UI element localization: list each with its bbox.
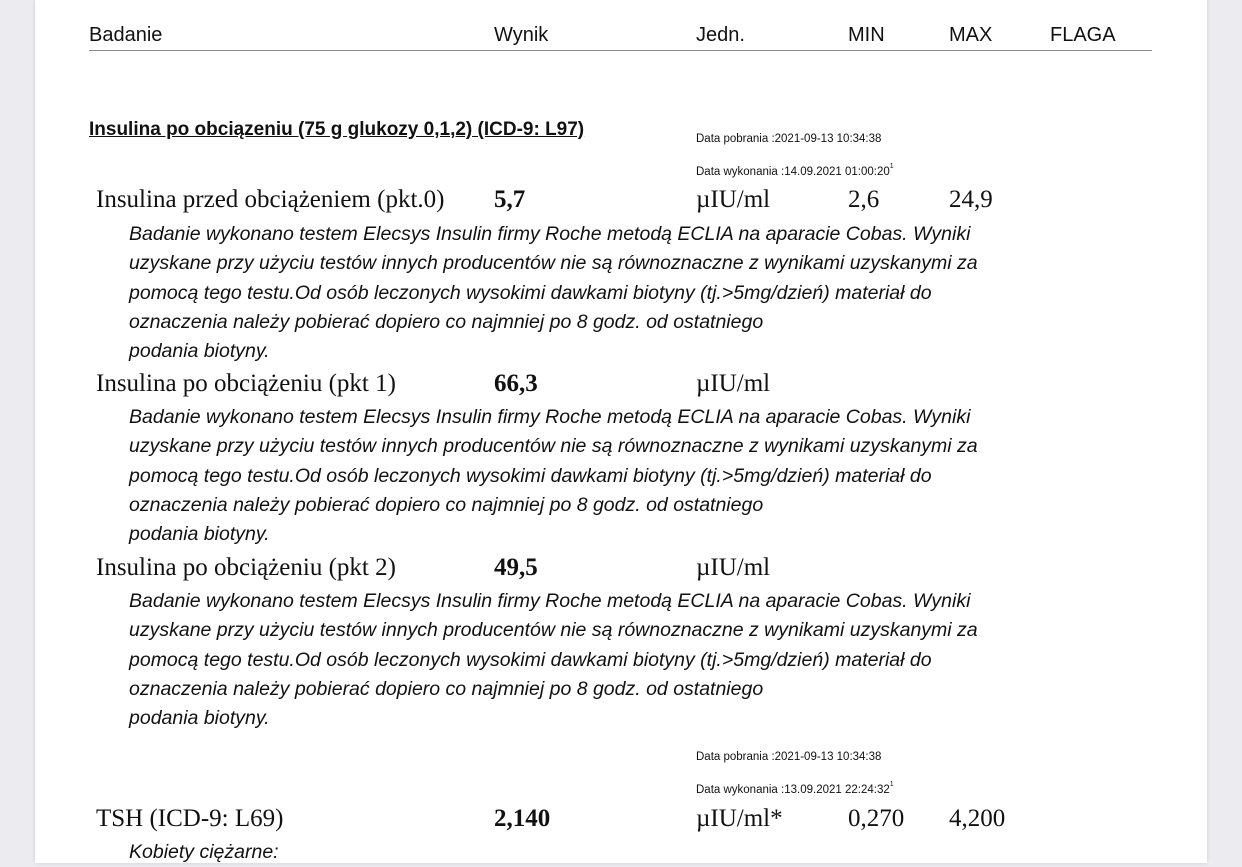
result-note	[129, 587, 1129, 733]
column-header-wynik: Wynik	[494, 24, 549, 46]
note-line: uzyskane przy użyciu testów innych producentów nie są równoznaczne z wynikami uzyskanymi za	[129, 252, 978, 275]
column-header-max: MAX	[949, 24, 993, 46]
column-header-jedn: Jedn.	[696, 24, 745, 46]
note-line: Badanie wykonano testem Elecsys Insulin firmy Roche metodą ECLIA na aparacie Cobas. Wyniki	[129, 223, 971, 245]
note-line: pomocą tego testu.Od osób leczonych wysokimi dawkami biotyny (tj.>5mg/dzień) materiał do	[129, 648, 932, 671]
result-note	[129, 220, 1129, 366]
result-name: Insulina przed obciążeniem (pkt.0)	[96, 186, 445, 213]
result-max: 4,200	[949, 805, 1006, 832]
footnote-marker: 1	[889, 781, 894, 788]
result-unit: µIU/ml*	[696, 805, 783, 832]
note-line: oznaczenia należy pobierać dopiero co najmniej po 8 godz. od ostatniego	[129, 677, 764, 700]
result-min: 0,270	[848, 805, 905, 832]
footnote-marker: 1	[889, 163, 894, 170]
result-name: Insulina po obciążeniu (pkt 1)	[96, 370, 396, 397]
result-unit: µIU/ml	[696, 370, 771, 397]
column-header-min: MIN	[848, 24, 885, 46]
result-unit: µIU/ml	[696, 554, 771, 581]
result-value: 2,140	[494, 805, 551, 832]
result-value: 5,7	[494, 186, 526, 213]
note-line: oznaczenia należy pobierać dopiero co najmniej po 8 godz. od ostatniego	[129, 493, 764, 516]
note-line: pomocą tego testu.Od osób leczonych wysokimi dawkami biotyny (tj.>5mg/dzień) materiał do	[129, 464, 932, 487]
note-line: uzyskane przy użyciu testów innych producentów nie są równoznaczne z wynikami uzyskanymi za	[129, 619, 978, 642]
result-value: 49,5	[494, 554, 538, 581]
collection-date: Data pobrania :2021-09-13 10:34:38	[696, 133, 882, 145]
note-line: podania biotyny.	[129, 340, 270, 363]
result-unit: µIU/ml	[696, 186, 771, 213]
document-page	[35, 0, 1207, 863]
result-min: 2,6	[848, 186, 880, 213]
execution-date-text: Data wykonania :13.09.2021 22:24:32	[696, 784, 890, 796]
execution-date-text: Data wykonania :14.09.2021 01:00:20	[696, 166, 890, 178]
section-title: Insulina po obciązeniu (75 g glukozy 0,1,2) (ICD-9: L97)	[89, 119, 585, 140]
note-line: podania biotyny.	[129, 707, 270, 730]
note-line: pomocą tego testu.Od osób leczonych wysokimi dawkami biotyny (tj.>5mg/dzień) materiał do	[129, 281, 932, 304]
result-name: TSH (ICD-9: L69)	[96, 805, 284, 832]
execution-date	[696, 163, 894, 178]
result-value: 66,3	[494, 370, 538, 397]
column-header-badanie: Badanie	[89, 24, 163, 46]
column-header-flaga: FLAGA	[1050, 24, 1116, 46]
note-line: uzyskane przy użyciu testów innych producentów nie są równoznaczne z wynikami uzyskanymi za	[129, 435, 978, 458]
result-max: 24,9	[949, 186, 993, 213]
note-line: Kobiety ciężarne:	[129, 841, 279, 863]
note-line: Badanie wykonano testem Elecsys Insulin firmy Roche metodą ECLIA na aparacie Cobas. Wyniki	[129, 590, 971, 612]
result-name: Insulina po obciążeniu (pkt 2)	[96, 554, 396, 581]
header-divider	[89, 50, 1152, 51]
note-line: Badanie wykonano testem Elecsys Insulin firmy Roche metodą ECLIA na aparacie Cobas. Wyniki	[129, 406, 971, 428]
execution-date	[696, 781, 894, 796]
note-line: podania biotyny.	[129, 523, 270, 546]
result-note	[129, 403, 1129, 549]
note-line: oznaczenia należy pobierać dopiero co najmniej po 8 godz. od ostatniego	[129, 310, 764, 333]
collection-date: Data pobrania :2021-09-13 10:34:38	[696, 751, 882, 763]
